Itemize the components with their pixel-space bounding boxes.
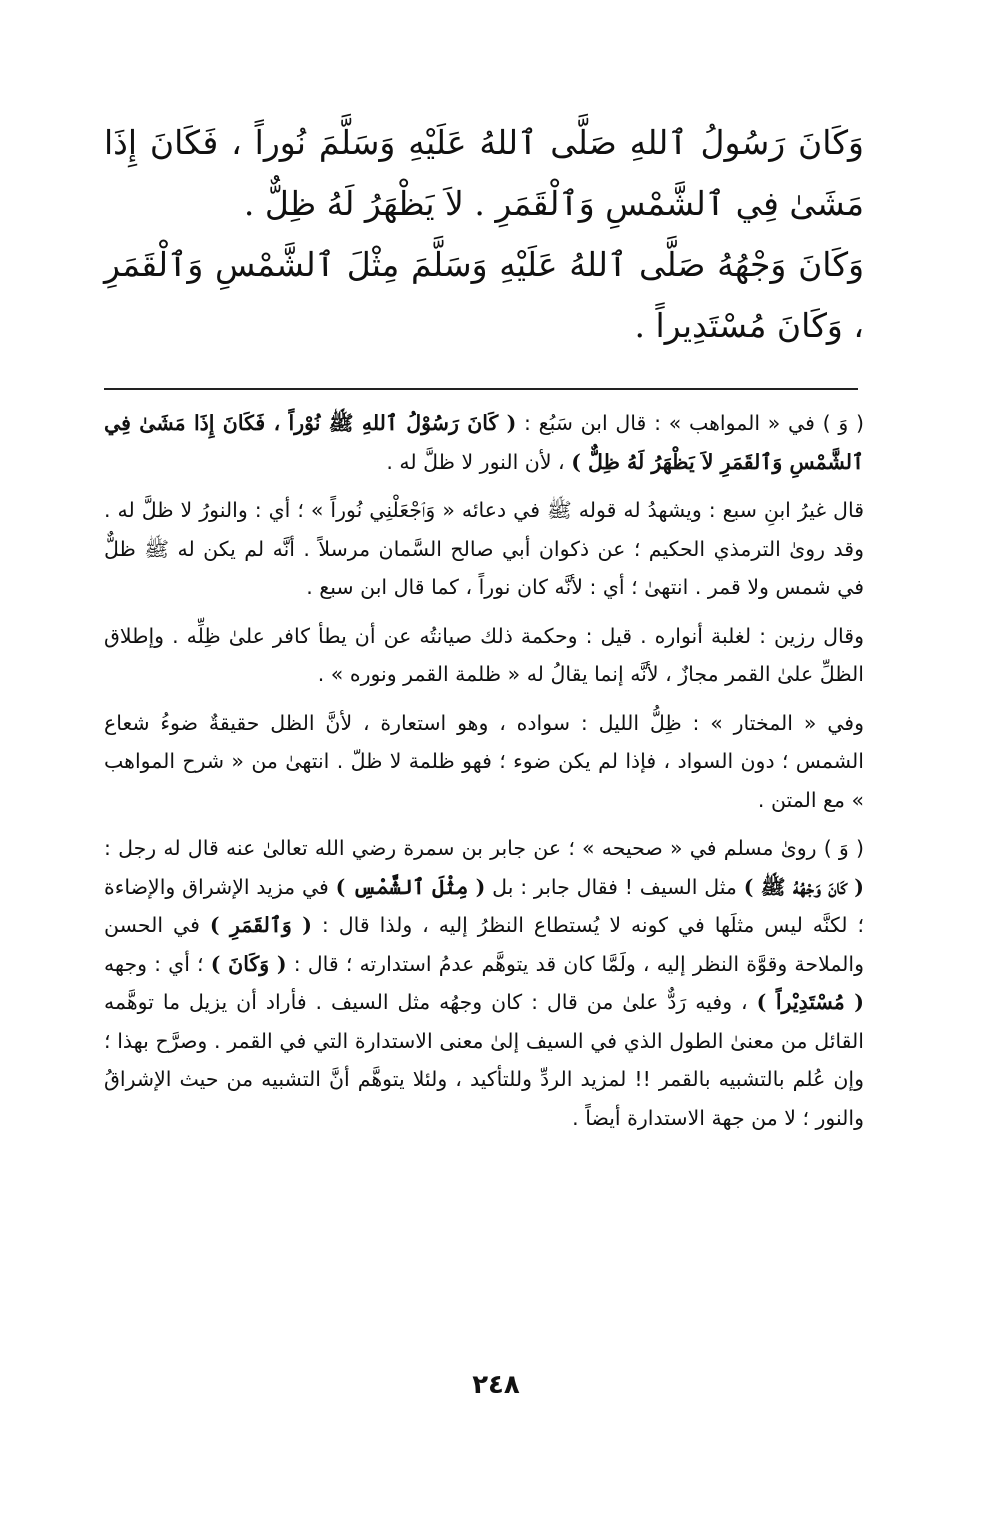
commentary-paragraph-1 [104, 404, 864, 481]
commentary-text: ، لأن النور لا ظلَّ له . [386, 449, 572, 474]
quoted-matn: ( كَانَ وَجْهُهُ ﷺ ) [743, 874, 864, 899]
commentary-text: في الحسن والملاحة وقوَّة النظر إليه ، ولَمَّا كان قد يتوهَّم عدمُ استدارته ؛ قال : [104, 913, 865, 976]
quoted-matn: ( وَكَانَ ) [210, 951, 287, 976]
quoted-matn: ( مِثْلَ ٱلشَّمْسِ ) [335, 874, 486, 899]
commentary-text: ؛ أي : وجهه [104, 951, 211, 976]
commentary-text: ( وَ ) في « المواهب » : قال ابن سَبُع : [516, 411, 864, 435]
page-number: ٢٤٨ [472, 1370, 520, 1400]
main-paragraph-2: وَكَانَ وَجْهُهُ صَلَّى ٱللهُ عَلَيْهِ وَسَلَّمَ مِثْلَ ٱلشَّمْسِ وَٱلْقَمَرِ ، وَكَانَ مُسْتَدِيراً . [104, 245, 864, 345]
main-text [104, 112, 864, 356]
commentary-text: ( وَ ) روىٰ مسلم في « صحيحه » ؛ عن جابر بن سمرة رضي الله تعالىٰ عنه قال له رجل : [104, 836, 864, 860]
commentary-paragraph-2: قال غيرُ ابنِ سبع : ويشهدُ له قوله ﷺ في دعائه « وَٱجْعَلْنِي نُوراً » ؛ أي : والنورُ لا ظلَّ له . وقد روىٰ الترمذي الحكيم ؛ عن ذكوان أبي صالح السَّمان مرسلاً . أنَّه لم يكن له ﷺ ظلٌّ في شمس ولا قمر . انتهىٰ ؛ أي : لأنَّه كان نوراً ، كما قال ابن سبع . [104, 498, 864, 599]
commentary-paragraph-5 [104, 829, 864, 1137]
commentary-text: مثل السيف ! فقال جابر : بل [485, 874, 744, 899]
commentary-text: ، وفيه رَدٌّ علىٰ من قال : كان وجهُه مثل السيف . فأراد أن يزيل ما توهَّمه القائل من معنىٰ الطول الذي في السيف إلىٰ معنى الاستدارة التي في القمر . وصرَّح بهذا ؛ وإن عُلم بالتشبيه بالقمر !! لمزيد الردِّ وللتأكيد ، ولئلا يتوهَّم أنَّ التشبيه من حيث الإشراقُ والنور ؛ لا من جهة الاستدارة أيضاً . [104, 990, 864, 1130]
quoted-matn: ( وَٱلقَمَرِ ) [209, 913, 312, 937]
quoted-matn: ( كَانَ رَسُوْلُ ٱللهِ ﷺ نُوْراً ، فَكَانَ إِذَا مَشَىٰ فِي ٱلشَّمْسِ وَٱلقَمَرِ لاَ يَظْهَرُ لَهُ ظِلٌّ ) [104, 411, 864, 474]
quoted-matn: ( مُسْتَدِيْراً ) [756, 990, 864, 1014]
commentary-paragraph-4: وفي « المختار » : ظِلُّ الليل : سواده ، وهو استعارة ، لأنَّ الظل حقيقةٌ ضوءُ شعاع الشمس ؛ دون السواد ، فإذا لم يكن ضوء ؛ فهو ظلمة لا ظلّ . انتهىٰ من « شرح المواهب » مع المتن . [104, 710, 864, 812]
footnote-separator [104, 388, 858, 390]
commentary [104, 404, 864, 1147]
commentary-text: في مزيد الإشراق والإضاءة ؛ لكنَّه ليس مثلَها في كونه لا يُستطاع النظرُ إليه ، ولذا قال : [104, 874, 864, 937]
main-paragraph-1: وَكَانَ رَسُولُ ٱللهِ صَلَّى ٱللهُ عَلَيْهِ وَسَلَّمَ نُوراً ، فَكَانَ إِذَا مَشَىٰ فِي ٱلشَّمْسِ وَٱلْقَمَرِ . لاَ يَظْهَرُ لَهُ ظِلٌّ . [104, 123, 864, 223]
commentary-paragraph-3: وقال رزين : لغلبة أنواره . قيل : وحكمة ذلك صيانتُه عن أن يطأ كافر علىٰ ظِلِّه . وإطلاق الظلِّ علىٰ القمر مجازٌ ، لأنَّه إنما يقالُ له « ظلمة القمر ونوره » . [104, 623, 864, 686]
